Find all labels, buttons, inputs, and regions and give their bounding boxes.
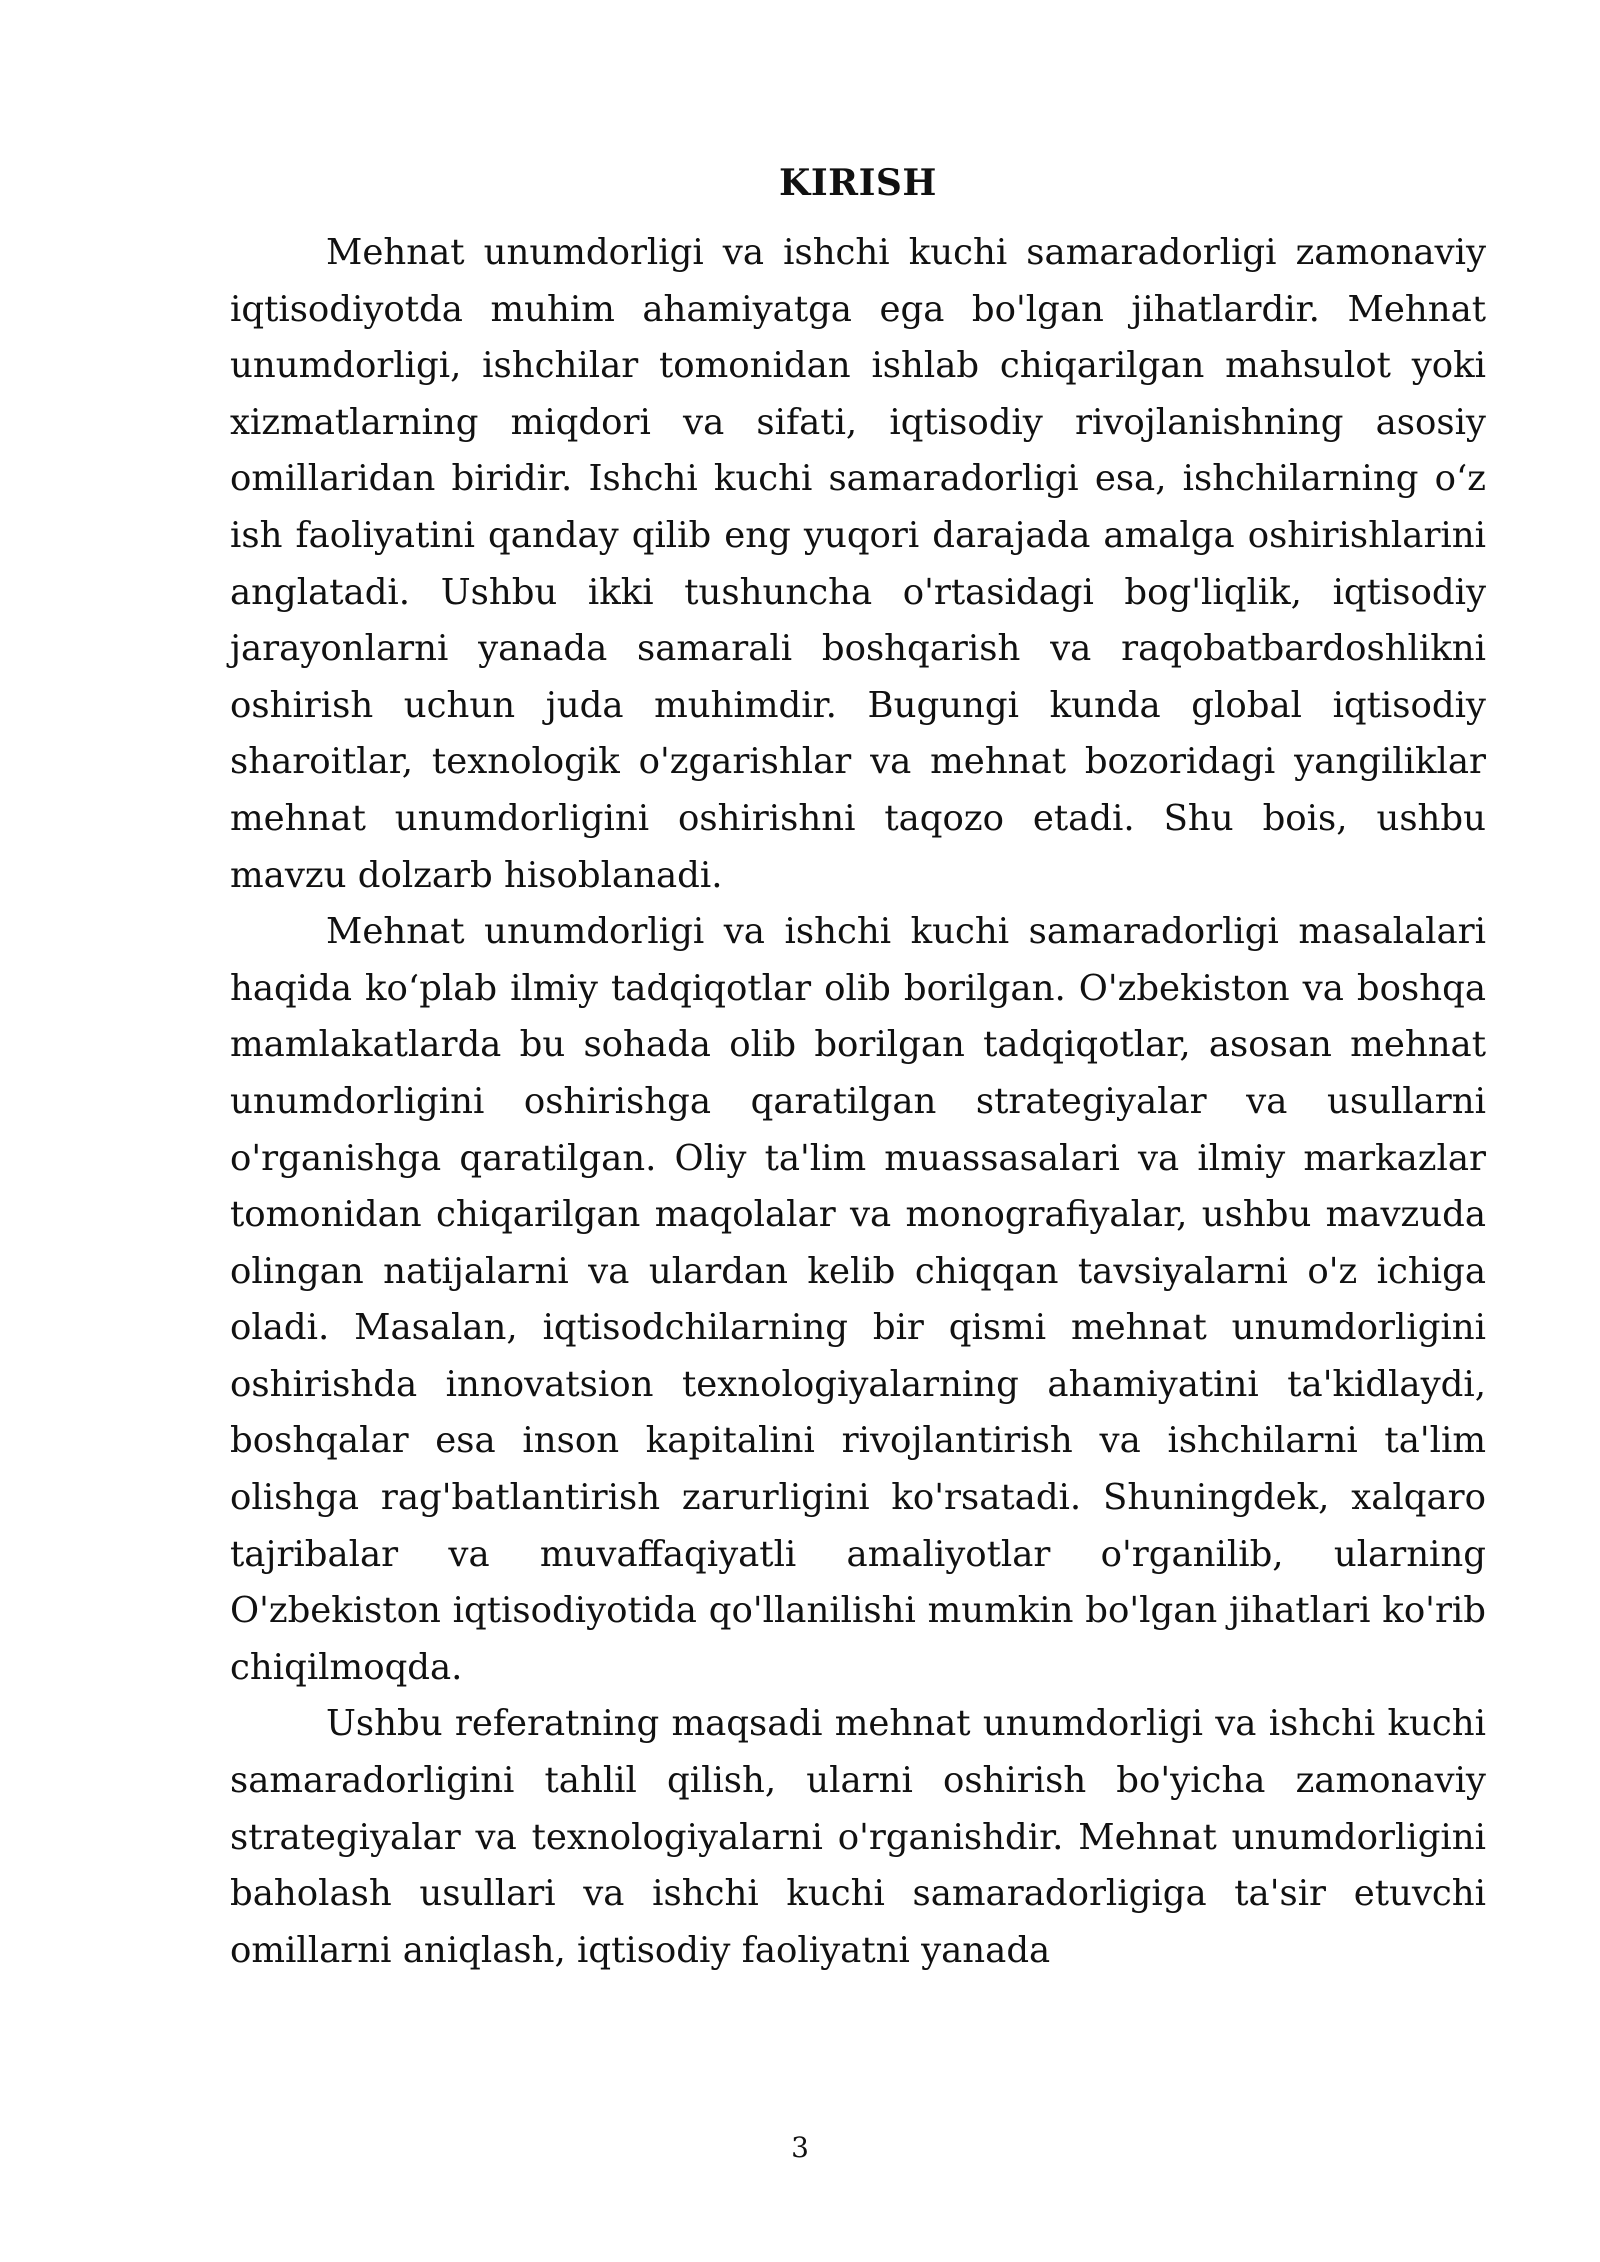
paragraph-1: Mehnat unumdorligi va ishchi kuchi samaradorligi zamonaviy iqtisodiyotda muhim ahamiyatga ega bo'lgan jihatlardir. Mehnat unumdorligi, ishchilar tomonidan ishlab chiqarilgan mahsulot yoki xizmatlarning miqdori va sifati, iqtisodiy rivojlanishning asosiy omillaridan biridir. Ishchi kuchi samaradorligi esa, ishchilarning o‘z ish faoliyatini qanday qilib eng yuqori darajada amalga oshirishlarini anglatadi. Ushbu ikki tushuncha o'rtasidagi bog'liqlik, iqtisodiy jarayonlarni yanada samarali boshqarish va raqobatbardoshlikni oshirish uchun juda muhimdir. Bugungi kunda global iqtisodiy sharoitlar, texnologik o'zgarishlar va mehnat bozoridagi yangiliklar mehnat unumdorligini oshirishni taqozo etadi. Shu bois, ushbu mavzu dolzarb hisoblanadi. — [230, 232, 1486, 896]
paragraph-3: Ushbu referatning maqsadi mehnat unumdorligi va ishchi kuchi samaradorligini tahlil qilish, ularni oshirish bo'yicha zamonaviy strategiyalar va texnologiyalarni o'rganishdir. Mehnat unumdorligini baholash usullari va ishchi kuchi samaradorligiga ta'sir etuvchi omillarni aniqlash, iqtisodiy faoliyatni yanada — [230, 1703, 1486, 1971]
page-number: 3 — [791, 2131, 809, 2164]
page-body — [230, 155, 1486, 1979]
paragraph-2: Mehnat unumdorligi va ishchi kuchi samaradorligi masalalari haqida ko‘plab ilmiy tadqiqotlar olib borilgan. O'zbekiston va boshqa mamlakatlarda bu sohada olib borilgan tadqiqotlar, asosan mehnat unumdorligini oshirishga qaratilgan strategiyalar va usullarni o'rganishga qaratilgan. Oliy ta'lim muassasalari va ilmiy markazlar tomonidan chiqarilgan maqolalar va monografiyalar, ushbu mavzuda olingan natijalarni va ulardan kelib chiqqan tavsiyalarni o'z ichiga oladi. Masalan, iqtisodchilarning bir qismi mehnat unumdorligini oshirishda innovatsion texnologiyalarning ahamiyatini ta'kidlaydi, boshqalar esa inson kapitalini rivojlantirish va ishchilarni ta'lim olishga rag'batlantirish zarurligini ko'rsatadi. Shuningdek, xalqaro tajribalar va muvaffaqiyatli amaliyotlar o'rganilib, ularning O'zbekiston iqtisodiyotida qo'llanilishi mumkin bo'lgan jihatlari ko'rib chiqilmoqda. — [230, 911, 1486, 1688]
page-title: KIRISH — [779, 162, 937, 204]
